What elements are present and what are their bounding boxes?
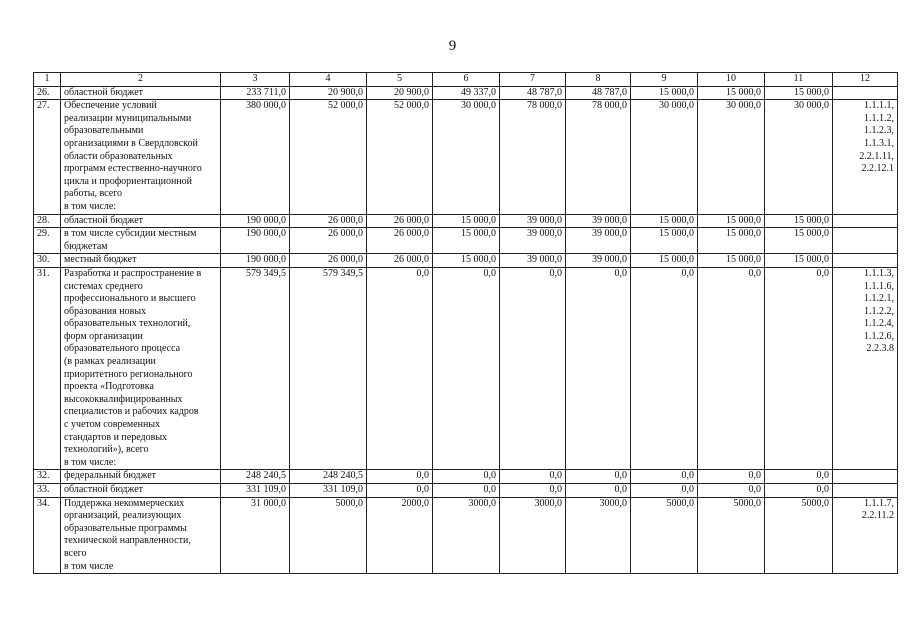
value-col-9: 15 000,0 (631, 214, 698, 228)
value-col-5: 26 000,0 (367, 214, 433, 228)
page-number: 9 (448, 38, 457, 54)
description-line: областной бюджет (64, 484, 144, 495)
column-header-7: 7 (500, 73, 566, 87)
table-row (34, 484, 898, 498)
value-col-3: 233 711,0 (221, 86, 290, 100)
goal-codes (833, 228, 898, 254)
value-col-9: 15 000,0 (631, 228, 698, 254)
value-col-8: 78 000,0 (566, 100, 631, 214)
value-col-11: 15 000,0 (765, 254, 833, 268)
description-line: технической направленности, (64, 535, 191, 547)
value-col-3: 190 000,0 (221, 254, 290, 268)
value-col-10: 15 000,0 (698, 254, 765, 268)
row-number: 29. (34, 228, 61, 254)
column-header-3: 3 (221, 73, 290, 87)
value-col-10: 30 000,0 (698, 100, 765, 214)
description-line: реализации муниципальными (64, 112, 192, 124)
table-row (34, 470, 898, 484)
row-description (61, 267, 221, 470)
value-col-10: 0,0 (698, 470, 765, 484)
goal-code: 2.2.1.11, (859, 150, 894, 162)
row-number: 30. (34, 254, 61, 268)
description-line: образовательными (64, 125, 144, 137)
description-line: федеральный бюджет (64, 470, 157, 482)
value-col-11: 0,0 (765, 267, 833, 470)
description-line: в том числе субсидии местным (64, 228, 197, 240)
column-header-1: 1 (34, 73, 61, 87)
value-col-11: 0,0 (765, 484, 833, 498)
value-col-8: 39 000,0 (566, 228, 631, 254)
value-col-3: 331 109,0 (221, 484, 290, 498)
description-line: в том числе: (64, 456, 117, 468)
value-col-9: 30 000,0 (631, 100, 698, 214)
funding-table (33, 72, 898, 574)
value-col-6: 30 000,0 (433, 100, 500, 214)
goal-codes (833, 100, 898, 214)
header-row (34, 73, 898, 87)
description-line: системах среднего (64, 280, 143, 292)
goal-code: 1.1.1.2, (864, 112, 894, 124)
goal-code: 1.1.2.3, (864, 125, 894, 137)
description-line: Поддержка некоммерческих (64, 497, 185, 509)
description-line: всего (64, 547, 87, 559)
description-line: образовательных технологий, (64, 318, 191, 330)
value-col-5: 52 000,0 (367, 100, 433, 214)
value-col-8: 0,0 (566, 470, 631, 484)
description-line: специалистов и рабочих кадров (64, 406, 199, 418)
value-col-4: 5000,0 (290, 497, 367, 574)
row-description (61, 100, 221, 214)
row-number: 31. (34, 267, 61, 470)
description-line: образовательного процесса (64, 343, 181, 355)
value-col-7: 48 787,0 (500, 86, 566, 100)
value-col-11: 5000,0 (765, 497, 833, 574)
goal-codes (833, 267, 898, 470)
value-col-11: 15 000,0 (765, 228, 833, 254)
column-header-5: 5 (367, 73, 433, 87)
row-number: 34. (34, 497, 61, 574)
value-col-9: 0,0 (631, 267, 698, 470)
value-col-3: 579 349,5 (221, 267, 290, 470)
value-col-3: 190 000,0 (221, 228, 290, 254)
value-col-7: 3000,0 (500, 497, 566, 574)
value-col-4: 579 349,5 (290, 267, 367, 470)
value-col-6: 0,0 (433, 484, 500, 498)
description-line: работы, всего (64, 188, 122, 200)
value-col-3: 31 000,0 (221, 497, 290, 574)
row-number: 26. (34, 86, 61, 100)
value-col-5: 26 000,0 (367, 228, 433, 254)
description-line: форм организации (64, 330, 143, 342)
column-header-8: 8 (566, 73, 631, 87)
value-col-5: 20 900,0 (367, 86, 433, 100)
value-col-9: 0,0 (631, 484, 698, 498)
table-body (34, 73, 898, 574)
value-col-8: 0,0 (566, 267, 631, 470)
description-line: областной бюджет (64, 86, 144, 98)
value-col-5: 0,0 (367, 484, 433, 498)
value-col-10: 15 000,0 (698, 214, 765, 228)
description-line: цикла и профориентационной (64, 175, 193, 187)
value-col-11: 15 000,0 (765, 214, 833, 228)
column-header-9: 9 (631, 73, 698, 87)
value-col-5: 2000,0 (367, 497, 433, 574)
row-number: 28. (34, 214, 61, 228)
row-description (61, 228, 221, 254)
column-header-6: 6 (433, 73, 500, 87)
row-description (61, 497, 221, 574)
column-header-11: 11 (765, 73, 833, 87)
row-number: 33. (34, 484, 61, 498)
value-col-10: 5000,0 (698, 497, 765, 574)
value-col-9: 15 000,0 (631, 254, 698, 268)
value-col-4: 331 109,0 (290, 484, 367, 498)
value-col-9: 15 000,0 (631, 86, 698, 100)
value-col-7: 0,0 (500, 484, 566, 498)
value-col-8: 39 000,0 (566, 214, 631, 228)
description-line: стандартов и передовых (64, 431, 168, 443)
description-line: Разработка и распространение в (64, 267, 202, 279)
table-row (34, 267, 898, 470)
value-col-11: 30 000,0 (765, 100, 833, 214)
description-line: в том числе (64, 560, 114, 572)
value-col-10: 15 000,0 (698, 228, 765, 254)
value-col-8: 48 787,0 (566, 86, 631, 100)
description-line: профессионального и высшего (64, 293, 196, 305)
description-line: областной бюджет (64, 214, 144, 226)
column-header-10: 10 (698, 73, 765, 87)
description-line: образовательные программы (64, 522, 187, 534)
description-line: организаций, реализующих (64, 510, 182, 522)
description-line: области образовательных (64, 150, 173, 162)
goal-code: 1.1.2.2, (864, 305, 894, 317)
column-header-4: 4 (290, 73, 367, 87)
description-line: организациями в Свердловской (64, 137, 198, 149)
description-line: с учетом современных (64, 419, 161, 431)
value-col-7: 78 000,0 (500, 100, 566, 214)
goal-code: 1.1.1.3, (864, 267, 894, 279)
description-line: образования новых (64, 305, 147, 317)
goal-code: 1.1.3.1, (864, 137, 894, 149)
goal-code: 1.1.1.7, (864, 497, 894, 509)
value-col-6: 49 337,0 (433, 86, 500, 100)
goal-codes (833, 497, 898, 574)
goal-code: 1.1.2.6, (864, 330, 894, 342)
goal-codes (833, 470, 898, 484)
value-col-10: 0,0 (698, 267, 765, 470)
goal-code: 2.2.3.8 (866, 343, 894, 355)
value-col-7: 0,0 (500, 470, 566, 484)
description-line: проекта «Подготовка (64, 381, 154, 393)
value-col-4: 20 900,0 (290, 86, 367, 100)
table-row (34, 214, 898, 228)
value-col-5: 26 000,0 (367, 254, 433, 268)
row-description (61, 484, 221, 498)
value-col-6: 15 000,0 (433, 214, 500, 228)
value-col-11: 0,0 (765, 470, 833, 484)
goal-codes (833, 484, 898, 498)
value-col-10: 15 000,0 (698, 86, 765, 100)
value-col-4: 52 000,0 (290, 100, 367, 214)
table-row (34, 86, 898, 100)
row-description (61, 86, 221, 100)
goal-codes (833, 254, 898, 268)
value-col-6: 15 000,0 (433, 228, 500, 254)
value-col-7: 39 000,0 (500, 228, 566, 254)
value-col-10: 0,0 (698, 484, 765, 498)
value-col-5: 0,0 (367, 267, 433, 470)
value-col-8: 3000,0 (566, 497, 631, 574)
value-col-9: 0,0 (631, 470, 698, 484)
value-col-9: 5000,0 (631, 497, 698, 574)
goal-code: 2.2.12.1 (861, 163, 894, 175)
value-col-8: 0,0 (566, 484, 631, 498)
value-col-4: 248 240,5 (290, 470, 367, 484)
value-col-11: 15 000,0 (765, 86, 833, 100)
table-row (34, 254, 898, 268)
table-row (34, 228, 898, 254)
description-line: технологий»), всего (64, 444, 149, 456)
description-line: Обеспечение условий (64, 100, 157, 112)
row-number: 27. (34, 100, 61, 214)
column-header-12: 12 (833, 73, 898, 87)
value-col-3: 380 000,0 (221, 100, 290, 214)
description-line: в том числе: (64, 200, 117, 212)
value-col-7: 0,0 (500, 267, 566, 470)
value-col-6: 3000,0 (433, 497, 500, 574)
value-col-4: 26 000,0 (290, 214, 367, 228)
value-col-6: 15 000,0 (433, 254, 500, 268)
value-col-4: 26 000,0 (290, 254, 367, 268)
value-col-7: 39 000,0 (500, 254, 566, 268)
description-line: высококвалифицированных (64, 393, 183, 405)
value-col-8: 39 000,0 (566, 254, 631, 268)
goal-codes (833, 214, 898, 228)
description-line: (в рамках реализации (64, 356, 156, 368)
value-col-3: 190 000,0 (221, 214, 290, 228)
value-col-6: 0,0 (433, 470, 500, 484)
value-col-6: 0,0 (433, 267, 500, 470)
description-line: бюджетам (64, 240, 108, 252)
row-description (61, 470, 221, 484)
goal-code: 1.1.2.4, (864, 318, 894, 330)
row-description (61, 254, 221, 268)
description-line: местный бюджет (64, 254, 137, 266)
column-header-2: 2 (61, 73, 221, 87)
row-description (61, 214, 221, 228)
value-col-3: 248 240,5 (221, 470, 290, 484)
goal-codes (833, 86, 898, 100)
row-number: 32. (34, 470, 61, 484)
value-col-7: 39 000,0 (500, 214, 566, 228)
value-col-4: 26 000,0 (290, 228, 367, 254)
value-col-5: 0,0 (367, 470, 433, 484)
goal-code: 1.1.1.6, (864, 280, 894, 292)
table-row (34, 100, 898, 214)
goal-code: 2.2.11.2 (861, 510, 894, 522)
table-row (34, 497, 898, 574)
goal-code: 1.1.2.1, (864, 293, 894, 305)
goal-code: 1.1.1.1, (864, 100, 894, 112)
description-line: приоритетного регионального (64, 368, 193, 380)
description-line: программ естественно-научного (64, 163, 202, 175)
